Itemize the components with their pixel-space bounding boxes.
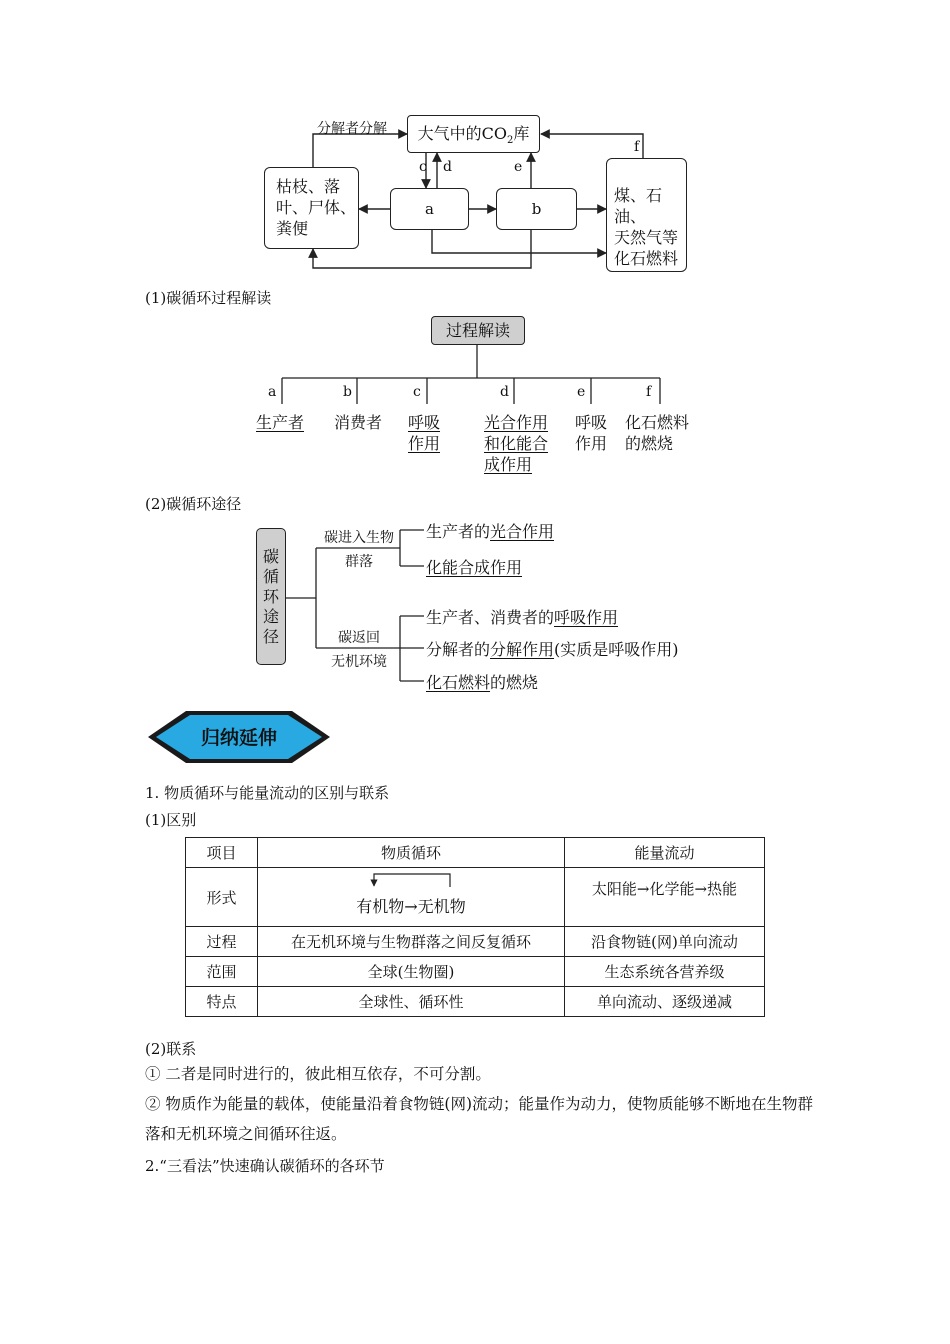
decomposer-label: 分解者分解 (317, 121, 387, 137)
remains-line-2: 叶、尸体、 (276, 198, 357, 217)
root-char-3: 环 (262, 587, 279, 606)
sub-heading-relation: (2)联系 (145, 1040, 197, 1058)
cell-material: 全球(生物圈) (258, 957, 565, 987)
table-row (186, 987, 765, 1017)
relation-paragraph-2: ② 物质作为能量的载体，使能量沿着食物链(网)流动；能量作为动力，使物质能够不断地在生物群落和无机环境之间循环往返。 (145, 1095, 814, 1143)
root-char-4: 途 (262, 607, 279, 626)
root-char-5: 径 (262, 627, 279, 646)
cell-material: 在无机环境与生物群落之间反复循环 (258, 927, 565, 957)
return-item-1: 生产者、消费者的呼吸作用 (426, 608, 619, 627)
heading-2: 2.“三看法”快速确认碳循环的各环节 (145, 1157, 385, 1175)
branch-key-b: b (343, 384, 352, 400)
branch-key-e: e (577, 384, 586, 400)
fossil-line-1: 煤、石油、 (614, 186, 663, 226)
remains-box (264, 167, 359, 249)
cell-item: 形式 (186, 868, 258, 927)
enter-item-2: 化能合成作用 (426, 558, 523, 577)
fossil-fuel-box (606, 158, 687, 272)
node-b-box (496, 188, 577, 230)
cell-energy: 生态系统各营养级 (565, 957, 765, 987)
process-root-box (431, 316, 525, 345)
header-item: 项目 (186, 838, 258, 868)
cell-energy: 沿食物链(网)单向流动 (565, 927, 765, 957)
banner-title: 归纳延伸 (200, 727, 277, 749)
node-a-box (390, 188, 469, 230)
atmosphere-sub: 2 (506, 135, 514, 147)
branch-key-f: f (646, 384, 652, 400)
relation-paragraph-1: ① 二者是同时进行的，彼此相互依存，不可分割。 (145, 1065, 491, 1083)
branch-key-c: c (413, 384, 421, 400)
return-item-2: 分解者的分解作用(实质是呼吸作用) (426, 640, 679, 659)
branch-text-e: 呼吸 作用 (575, 413, 608, 453)
node-a-label: a (425, 200, 434, 218)
header-material: 物质循环 (258, 838, 565, 868)
root-char-2: 循 (262, 567, 279, 586)
table-row (186, 868, 765, 927)
branch-text-d: 光合作用 和化能合 成作用 (484, 413, 549, 474)
branch-key-d: d (500, 384, 509, 400)
branch-text-b: 消费者 (334, 413, 383, 432)
cell-item: 特点 (186, 987, 258, 1017)
table-row (186, 927, 765, 957)
arrow-label-c: c (419, 159, 427, 175)
cell-energy: 单向流动、逐级递减 (565, 987, 765, 1017)
cell-item: 过程 (186, 927, 258, 957)
header-energy: 能量流动 (565, 838, 765, 868)
branch-text-f: 化石燃料 的燃烧 (625, 413, 690, 453)
enter-community-label: 碳进入生物 群落 (324, 530, 394, 570)
sub-heading-difference: (1)区别 (145, 811, 197, 829)
cell-material-form: 有机物→无机物 (258, 868, 565, 927)
atmosphere-suffix: 库 (513, 124, 530, 143)
fossil-line-3: 化石燃料 (614, 249, 679, 268)
arrow-label-d: d (443, 159, 452, 175)
arrow-label-e: e (514, 159, 523, 175)
remains-line-1: 枯枝、落 (276, 177, 341, 196)
return-item-3: 化石燃料的燃烧 (426, 673, 539, 692)
section-2-title: (2)碳循环途径 (145, 495, 242, 513)
arrow-label-f: f (634, 139, 640, 155)
cell-material: 全球性、循环性 (258, 987, 565, 1017)
section-1-title: (1)碳循环过程解读 (145, 289, 272, 307)
table-row (186, 957, 765, 987)
atmosphere-co2-box (407, 115, 540, 153)
cell-energy: 太阳能→化学能→热能 (565, 868, 765, 927)
cycle-return-arrow (368, 870, 488, 890)
comparison-table (185, 837, 765, 1017)
branch-text-a: 生产者 (256, 413, 305, 432)
root-char-1: 碳 (262, 547, 279, 566)
branch-text-c: 呼吸 作用 (408, 413, 441, 453)
branch-key-a: a (268, 384, 277, 400)
cell-item: 范围 (186, 957, 258, 987)
fossil-line-2: 天然气等 (614, 228, 679, 247)
node-b-label: b (531, 200, 542, 218)
heading-1: 1. 物质循环与能量流动的区别与联系 (145, 784, 390, 802)
process-root-label: 过程解读 (445, 321, 510, 340)
enter-item-1: 生产者的光合作用 (426, 522, 555, 541)
pathway-root-box (256, 528, 286, 665)
atmosphere-text: 大气中的CO (417, 124, 507, 143)
table-header-row (186, 838, 765, 868)
remains-line-3: 粪便 (276, 219, 309, 238)
return-environment-label: 碳返回 无机环境 (331, 630, 387, 670)
